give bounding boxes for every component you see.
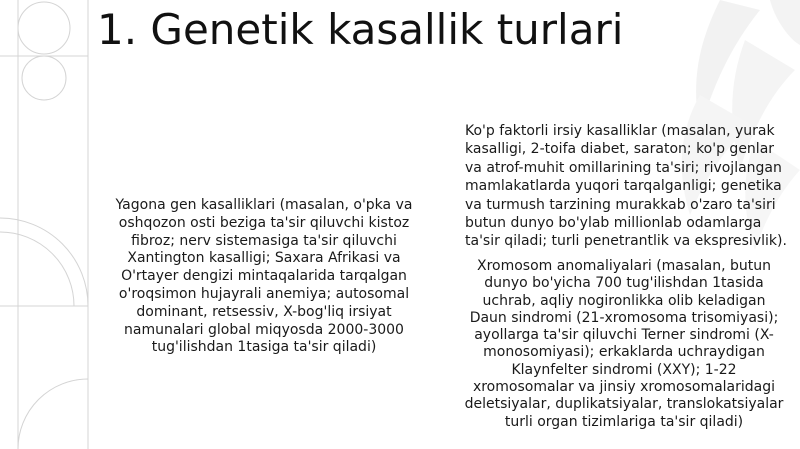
chromosomal-anomalies-text: Xromosom anomaliyalari (masalan, butun dunyo bo'yicha 700 tug'ilishdan 1tasida uchrab, aqliy nogironlikka olib keladigan Daun sindromi (21-xromosoma trisomiyasi); ayollarga ta'sir qiluvchi Terner sindromi (X-monosomiyasi); erkaklarda uchraydigan Klaynfelter sindromi (XXY); 1-22 xromosomalar va jinsiy xromosomalaridagi deletsiyalar, duplikatsiyalar, translokatsiyalar turli organ tizimlariga ta'sir qiladi) <box>464 258 784 430</box>
slide-title: 1. Genetik kasallik turlari <box>97 5 624 54</box>
single-gene-disorders-text: Yagona gen kasalliklari (masalan, o'pka va oshqozon osti beziga ta'sir qiluvchi kistoz fibroz; nerv sistemasiga ta'sir qiluvchi Xantington kasalligi; Saxara Afrikasi va O'rtayer dengizi mintaqalarida tarqalgan o'roqsimon hujayrali anemiya; autosomal dominant, retsessiv, X-bog'liq irsiyat namunalari global miqyosda 2000-3000 tug'ilishdan 1tasiga ta'sir qiladi) <box>115 197 413 356</box>
multifactorial-disorders-text: Ko'p faktorli irsiy kasalliklar (masalan, yurak kasalligi, 2-toifa diabet, saraton; ko'p genlar va atrof-muhit omillarining ta'siri; rivojlangan mamlakatlarda yuqori tarqalganligi; genetika va turmush tarzining murakkab o'zaro ta'siri butun dunyo bo'ylab millionlab odamlarga ta'sir qiladi; turli penetrantlik va ekspresivlik). <box>465 123 787 250</box>
left-line-art <box>0 0 88 449</box>
